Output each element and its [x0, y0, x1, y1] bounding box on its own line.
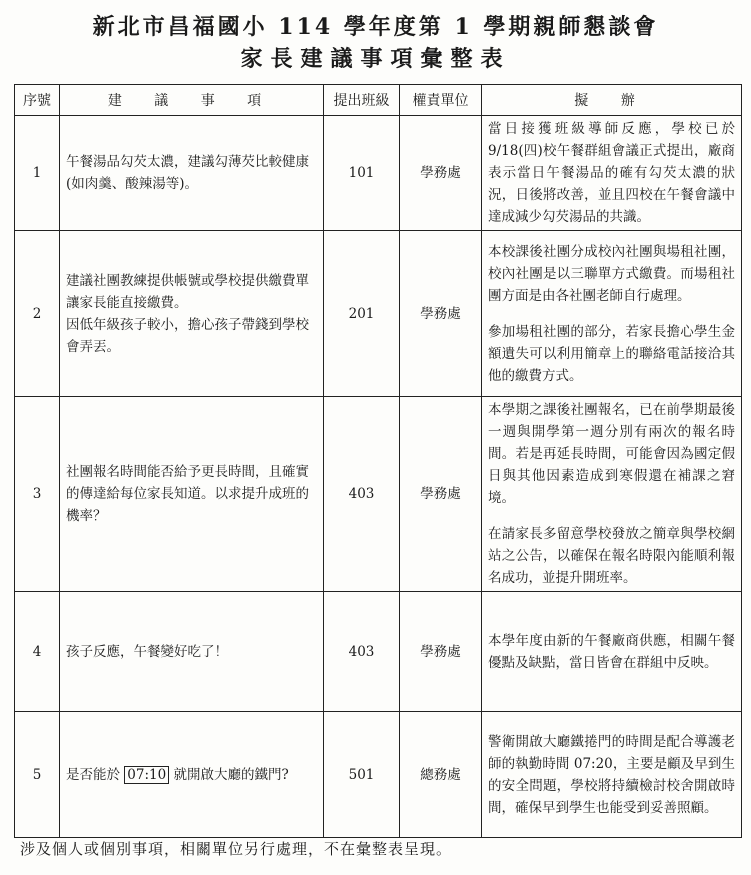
row-response: [482, 116, 742, 231]
header-suggestion: 建 議 事 項: [60, 85, 324, 116]
time-boxed: 07:10: [124, 766, 169, 784]
table-row: [15, 712, 742, 838]
row-class: 201: [324, 231, 400, 397]
header-no: 序號: [15, 85, 60, 116]
row-response: [482, 592, 742, 712]
suggestions-table: [14, 84, 742, 838]
response-paragraph: 本學期之課後社團報名，已在前學期最後一週與開學第一週分別有兩次的報名時間。若是再延長時間，可能會因為國定假日與其他因素造成到寒假還在補課之窘境。: [488, 402, 735, 506]
table-row: [15, 116, 742, 231]
document-title-line-1: 新北市昌福國小 114 學年度第 1 學期親師懇談會: [92, 14, 659, 40]
response-paragraph: 警衛開啟大廳鐵捲門的時間是配合導護老師的執勤時間 07:20，主要是顧及早到生的安全問題，學校將持續檢討校舍開啟時間，確保早到學生也能受到妥善照顧。: [488, 733, 735, 816]
row-no: 2: [15, 231, 60, 397]
row-response: [482, 397, 742, 592]
row-class: 501: [324, 712, 400, 838]
row-suggestion: 午餐湯品勾芡太濃，建議勾薄芡比較健康(如肉羹、酸辣湯等)。: [60, 116, 324, 231]
row-no: 4: [15, 592, 60, 712]
footer-note: 涉及個人或個別事項，相關單位另行處理，不在彙整表呈現。: [20, 840, 453, 858]
response-paragraph: 本校課後社團分成校內社團與場租社團，校內社團是以三聯單方式繳費。而場租社團方面是由各社團老師自行處理。: [488, 243, 735, 304]
response-paragraph: 在請家長多留意學校發放之簡章與學校網站之公告，以確保在報名時限內能順利報名成功，並提升開班率。: [488, 526, 735, 586]
row-class: 403: [324, 397, 400, 592]
row-response: [482, 231, 742, 397]
table-row: [15, 592, 742, 712]
row-unit: 學務處: [400, 116, 482, 231]
header-unit: 權責單位: [400, 85, 482, 116]
response-paragraph: 參加場租社團的部分，若家長擔心學生金額遺失可以利用簡章上的聯絡電話接洽其他的繳費方式。: [488, 323, 735, 384]
suggestion-text-before: 是否能於: [66, 766, 125, 783]
row-no: 5: [15, 712, 60, 838]
suggestion-text-after: 就開啟大廳的鐵門?: [169, 766, 289, 783]
table-row: [15, 231, 742, 397]
row-no: 1: [15, 116, 60, 231]
document-title-line-2: 家長建議事項彙整表: [240, 46, 511, 72]
row-class: 101: [324, 116, 400, 231]
suggestion-paragraph: 因低年級孩子較小，擔心孩子帶錢到學校會弄丟。: [66, 316, 309, 355]
row-class: 403: [324, 592, 400, 712]
row-response: [482, 712, 742, 838]
row-suggestion: [60, 231, 324, 397]
header-class: 提出班級: [324, 85, 400, 116]
table-header-row: [15, 85, 742, 116]
response-paragraph: 本學年度由新的午餐廠商供應，相關午餐優點及缺點，當日皆會在群組中反映。: [488, 632, 735, 671]
row-suggestion: 孩子反應，午餐變好吃了！: [60, 592, 324, 712]
header-response: 擬 辦: [482, 85, 742, 116]
row-unit: 學務處: [400, 231, 482, 397]
row-suggestion: [60, 712, 324, 838]
row-unit: 總務處: [400, 712, 482, 838]
table-row: [15, 397, 742, 592]
row-suggestion: 社團報名時間能否給予更長時間，且確實的傳達給每位家長知道。以求提升成班的機率？: [60, 397, 324, 592]
row-no: 3: [15, 397, 60, 592]
row-unit: 學務處: [400, 592, 482, 712]
suggestion-paragraph: 建議社團教練提供帳號或學校提供繳費單讓家長能直接繳費。: [66, 272, 309, 311]
response-paragraph: 當日接獲班級導師反應，學校已於9/18(四)校午餐群組會議正式提出，廠商表示當日午餐湯品的確有勾芡太濃的狀況，日後將改善，並且四校在午餐會議中達成減少勾芡湯品的共識。: [488, 121, 735, 225]
row-unit: 學務處: [400, 397, 482, 592]
